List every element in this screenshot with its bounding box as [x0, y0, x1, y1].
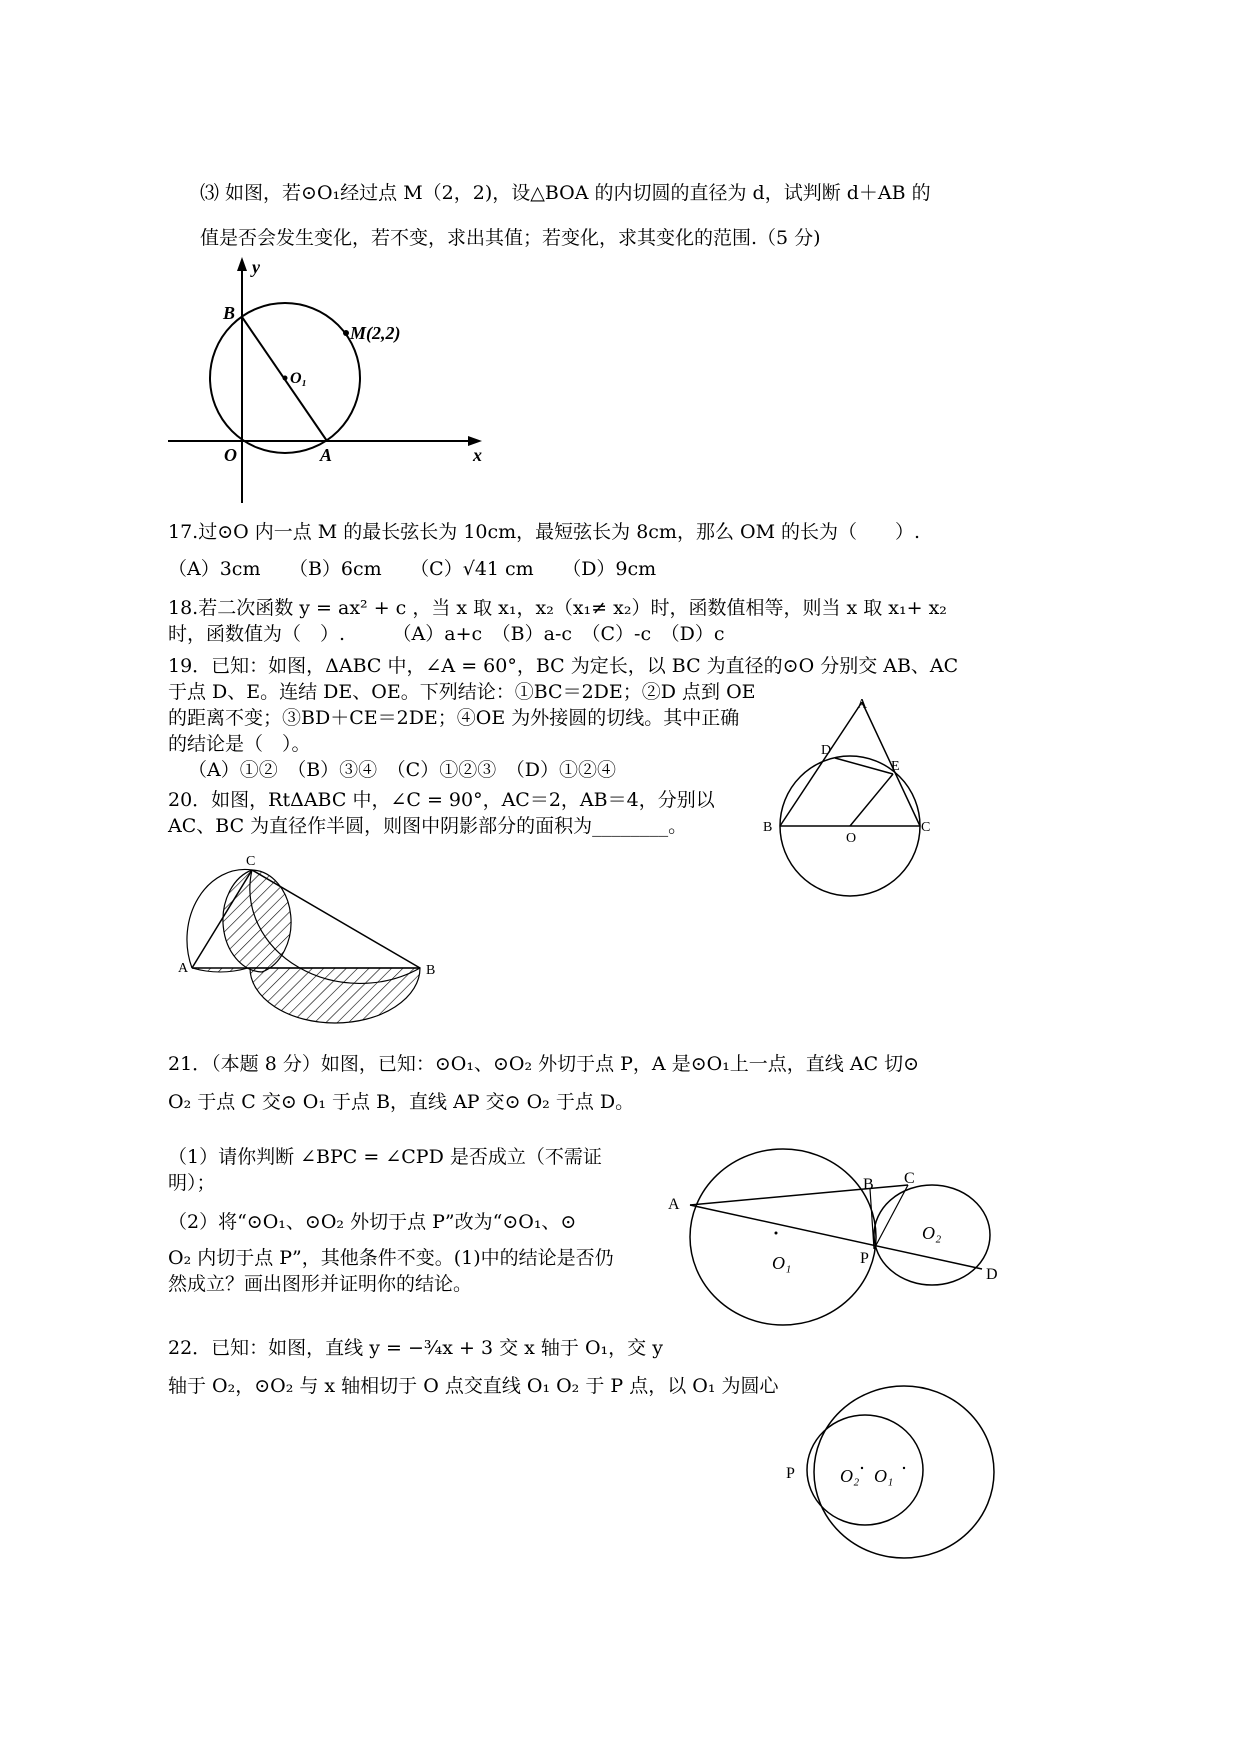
q17-stem: 17.过⊙O 内一点 M 的最长弦长为 10cm，最短弦长为 8cm，那么 OM 的长为（ ）. [168, 521, 921, 543]
label-o1: O₁ [290, 370, 308, 387]
label-a: A [857, 697, 868, 712]
q21-line2: O₂ 于点 C 交⊙ O₁ 于点 B，直线 AP 交⊙ O₂ 于点 D。 [168, 1091, 635, 1113]
label-c: C [904, 1170, 915, 1187]
label-o1: O₁ [772, 1253, 792, 1273]
label-a: A [320, 445, 333, 465]
q19-line1: 19．已知：如图，ΔABC 中，∠A = 60°，BC 为定长，以 BC 为直径的⊙O 分别交 AB、AC [168, 655, 959, 677]
q16-text-line1: ⑶ 如图，若⊙O₁经过点 M（2，2)，设△BOA 的内切圆的直径为 d，试判断 d＋AB 的 [200, 182, 931, 204]
q17-options: （A）3cm （B）6cm （C）√41 cm （D）9cm [168, 558, 657, 580]
q21-part1-line1: （1）请你判断 ∠BPC = ∠CPD 是否成立（不需证 [168, 1146, 602, 1168]
point-m [343, 330, 349, 336]
label-d: D [821, 743, 832, 758]
label-b: B [426, 963, 436, 978]
label-b: B [863, 1176, 874, 1193]
q21-part1-line2: 明）； [168, 1172, 216, 1194]
circle-o1 [690, 1149, 876, 1325]
q22-figure [780, 1400, 1010, 1560]
q19-options: （A）①② （B）③④ （C）①②③ （D）①②④ [188, 759, 616, 781]
label-y: y [252, 257, 260, 277]
q16-figure [160, 255, 490, 505]
label-b: B [223, 303, 236, 323]
label-b: B [763, 820, 773, 835]
q19-line2: 于点 D、E。连结 DE、OE。下列结论：①BC＝2DE；②D 点到 OE [168, 681, 756, 703]
q22-line2: 轴于 O₂，⊙O₂ 与 x 轴相切于 O 点交直线 O₁ O₂ 于 P 点，以 O₁ 为圆心 [168, 1375, 779, 1397]
label-c: C [246, 854, 256, 869]
q20-figure [170, 850, 450, 1025]
q20-line2: AC、BC 为直径作半圆，则图中阴影部分的面积为________。 [168, 815, 688, 837]
q16-text-line2: 值是否会发生变化，若不变，求出其值；若变化，求其变化的范围.（5 分) [200, 227, 821, 249]
q21-part2-line2: O₂ 内切于点 P”，其他条件不变。(1)中的结论是否仍 [168, 1247, 614, 1269]
label-x: x [473, 445, 482, 465]
q18-line2: 时，函数值为（ ）. （A）a+c （B）a-c （C）-c （D）c [168, 623, 725, 645]
label-o2: O₂ [922, 1223, 942, 1243]
label-p: P [860, 1250, 869, 1267]
q22-line1: 22．已知：如图，直线 y = −¾x + 3 交 x 轴于 O₁，交 y [168, 1337, 663, 1359]
q19-line4: 的结论是（ ）。 [168, 733, 311, 755]
q21-line1: 21．（本题 8 分）如图，已知：⊙O₁、⊙O₂ 外切于点 P，A 是⊙O₁上一点，直线 AC 切⊙ [168, 1053, 920, 1075]
circle-inner [807, 1415, 923, 1525]
label-o: O [224, 445, 237, 465]
label-o: O [846, 831, 857, 846]
q18-line1: 18.若二次函数 y = ax² + c ，当 x 取 x₁，x₂（x₁≠ x₂）时，函数值相等，则当 x 取 x₁+ x₂ [168, 597, 947, 619]
label-o2: O₂ [840, 1466, 860, 1486]
label-d: D [986, 1266, 998, 1283]
label-o1: O₁ [874, 1466, 894, 1486]
q21-part2-line1: （2）将“⊙O₁、⊙O₂ 外切于点 P”改为“⊙O₁、⊙ [168, 1211, 577, 1233]
label-m: M(2,2) [350, 323, 401, 343]
q21-part2-line3: 然成立？画出图形并证明你的结论。 [168, 1273, 473, 1295]
shaded-region-bc [250, 968, 420, 1023]
label-e: E [891, 759, 900, 774]
label-p: P [786, 1465, 795, 1482]
label-a: A [178, 961, 189, 976]
label-c: C [921, 820, 931, 835]
q19-figure [755, 690, 955, 900]
q20-line1: 20．如图，RtΔABC 中，∠C = 90°，AC＝2，AB＝4，分别以 [168, 789, 715, 811]
label-a: A [668, 1196, 680, 1213]
q19-line3: 的距离不变；③BD＋CE＝2DE；④OE 为外接圆的切线。其中正确 [168, 707, 740, 729]
q21-figure [660, 1145, 1040, 1325]
